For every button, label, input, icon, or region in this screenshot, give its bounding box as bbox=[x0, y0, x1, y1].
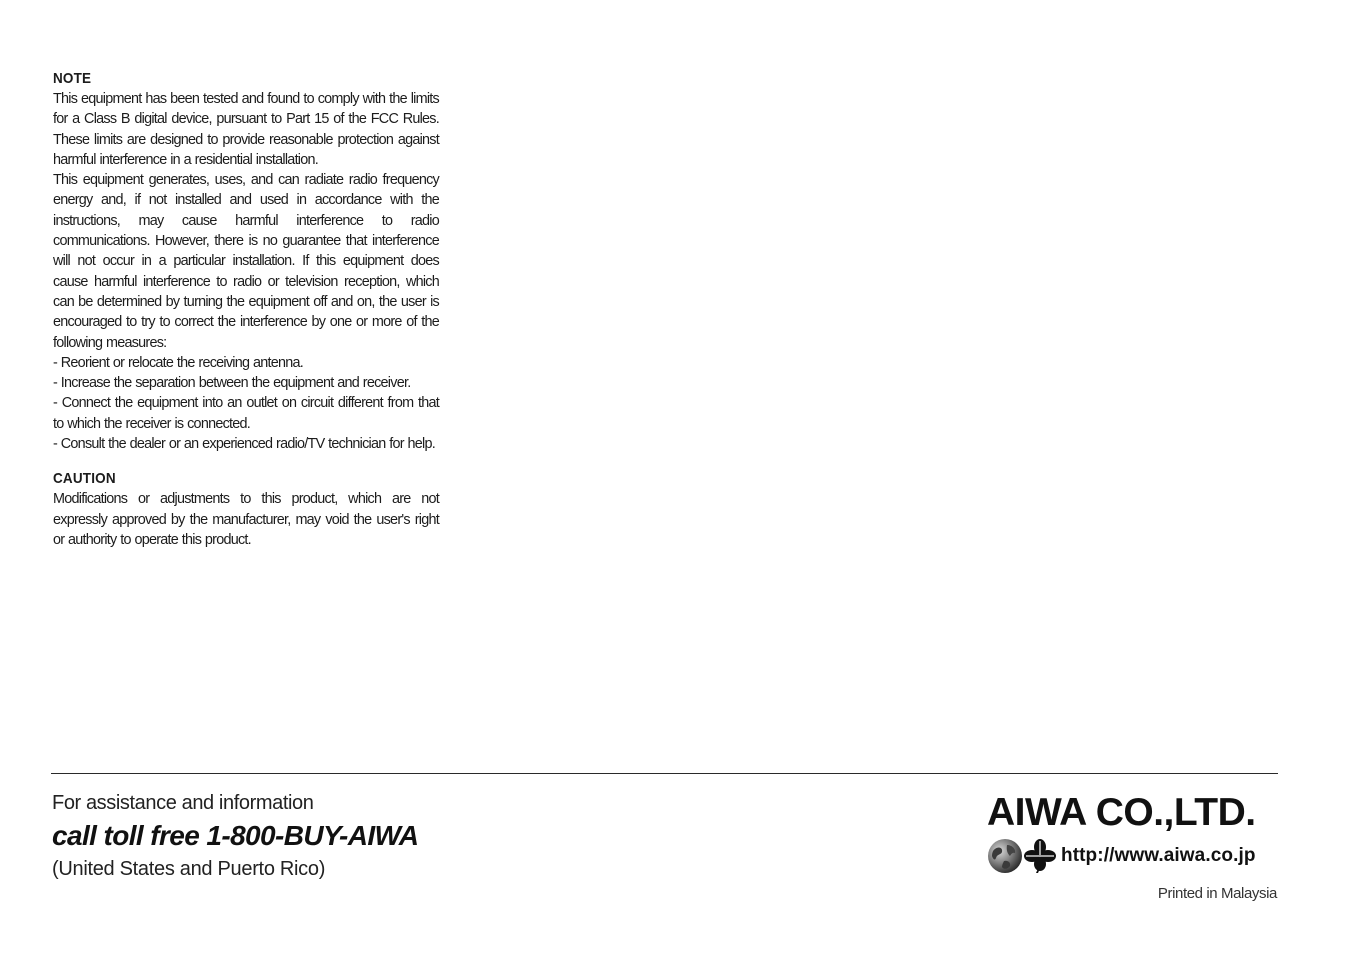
footer-divider bbox=[51, 773, 1278, 774]
measure-item-1: - Reorient or relocate the receiving antenna. bbox=[53, 354, 304, 371]
region-text: (United States and Puerto Rico) bbox=[52, 858, 326, 880]
logo-url-row bbox=[987, 836, 1256, 876]
caution-heading: CAUTION bbox=[53, 470, 116, 488]
measure-item-3: - Connect the equipment into an outlet on circuit different from that to which the receiver is connected. bbox=[53, 395, 439, 432]
measure-item-4: - Consult the dealer or an experienced radio/TV technician for help. bbox=[53, 436, 435, 453]
note-paragraph-1: This equipment has been tested and found to comply with the limits for a Class B digital device, pursuant to Part 15 of the FCC Rules. These limits are designed to provide reasonable protection against harmful interference in a residential installation. bbox=[53, 91, 439, 168]
section-spacer bbox=[53, 454, 439, 469]
caution-paragraph: Modifications or adjustments to this product, which are not expressly approved by the manufacturer, may void the user's right or authority to operate this product. bbox=[53, 491, 439, 548]
clover-icon bbox=[1023, 838, 1057, 874]
note-paragraph-2: This equipment generates, uses, and can radiate radio frequency energy and, if not installed and used in accordance with the instructions, may cause harmful interference to radio communications. However, there is no guarantee that interference will not occur in a particular installation. If this equipment does cause harmful interference to radio or television reception, which can be determined by turning the equipment off and on, the user is encouraged to try to correct the interference by one or more of the following measures: bbox=[53, 172, 439, 351]
note-heading: NOTE bbox=[53, 70, 92, 87]
company-name: AIWA CO.,LTD. bbox=[987, 791, 1256, 834]
fcc-notice-column bbox=[53, 69, 439, 550]
assistance-text: For assistance and information bbox=[52, 792, 314, 814]
website-url[interactable]: http://www.aiwa.co.jp bbox=[1061, 845, 1256, 866]
measure-item-2: - Increase the separation between the equipment and receiver. bbox=[53, 375, 411, 392]
printed-in-text: Printed in Malaysia bbox=[1157, 885, 1277, 902]
globe-icon bbox=[987, 837, 1023, 875]
toll-free-number: call toll free 1-800-BUY-AIWA bbox=[52, 820, 419, 851]
